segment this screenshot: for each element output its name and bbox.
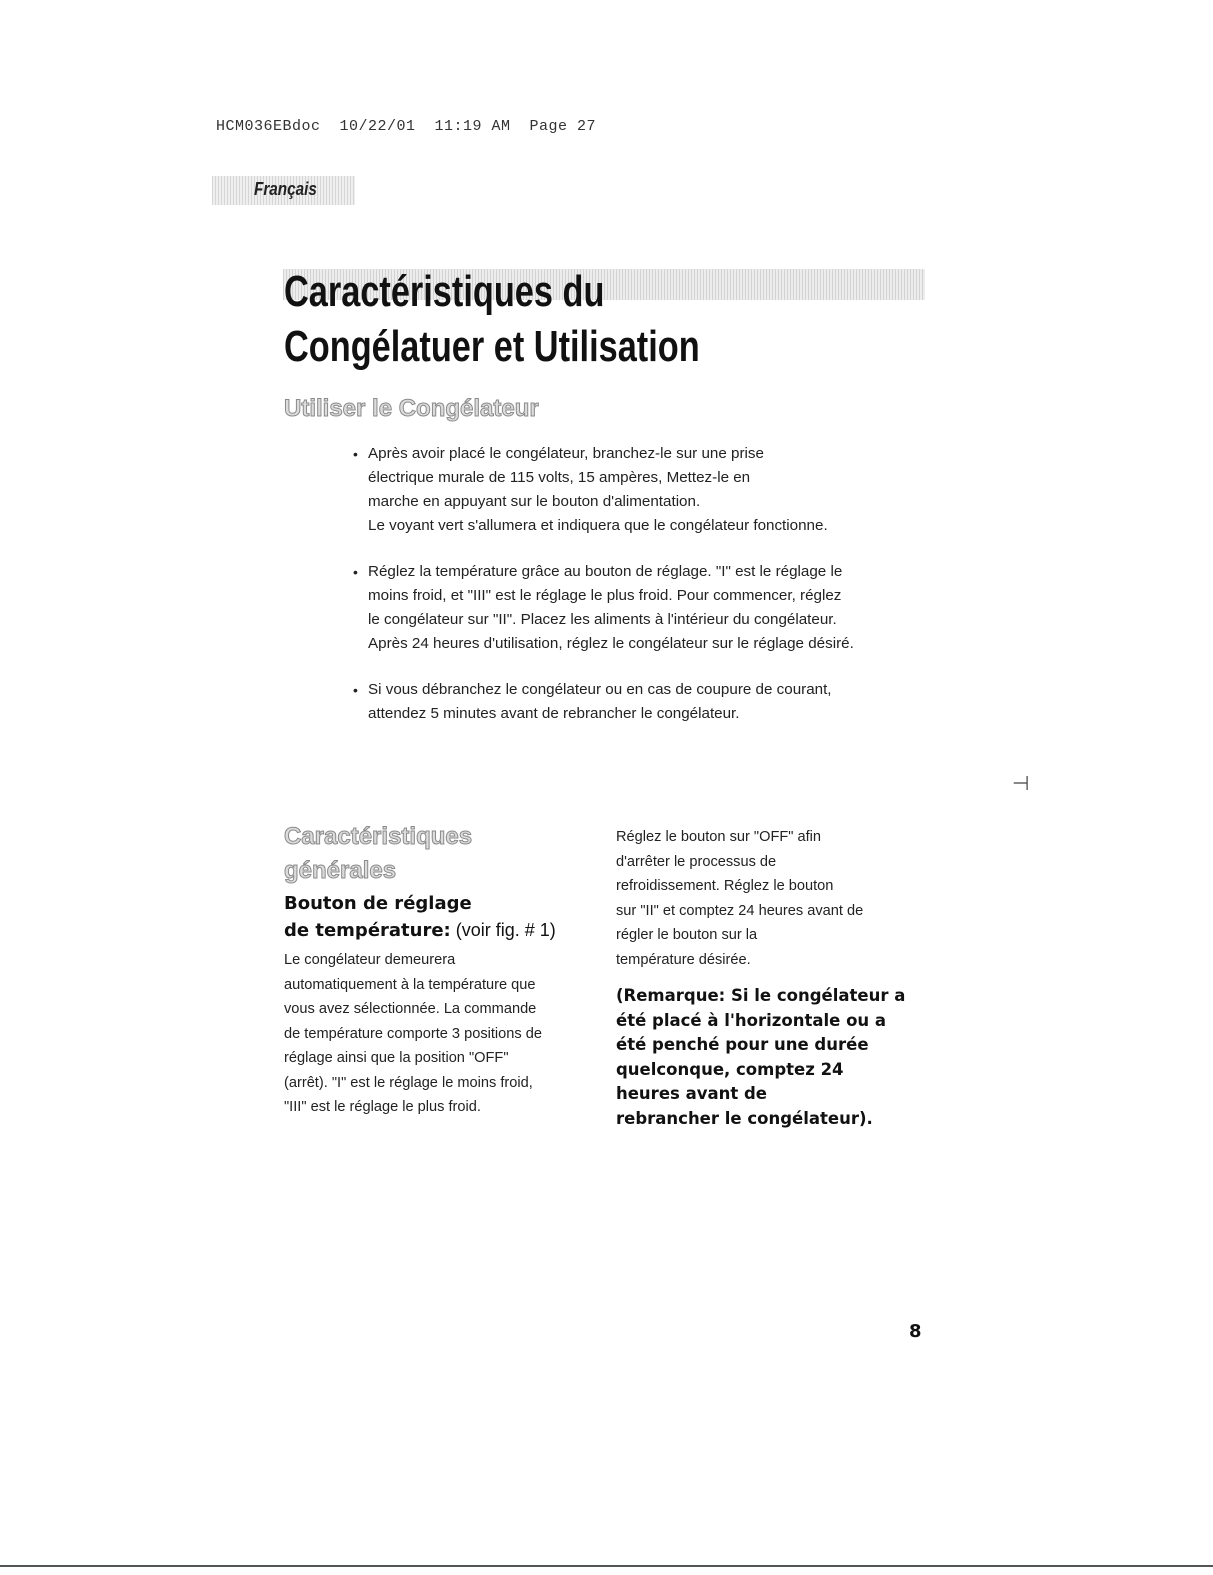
remark-note: (Remarque: Si le congélateur a été placé à l'horizontale ou a été penché pour une durée quelconque, comptez 24 heures avant de rebrancher le congélateur). [616,986,906,1128]
list-item: • Si vous débranchez le congélateur ou en cas de coupure de courant, attendez 5 minutes avant de rebrancher le congélateur. [353,678,943,726]
page-title [284,264,700,374]
page-title-line1: Caractéristiques du [284,267,605,316]
subheading-temperature-knob-line1: Bouton de réglage [284,893,472,914]
figure-reference: (voir fig. # 1) [450,920,556,940]
subheading-temperature-knob-text: de température: [284,920,451,941]
subheading-temperature-knob-line2 [284,917,604,944]
section-heading-features-line2: générales [284,857,397,884]
instructions-list [353,442,943,748]
temperature-control-description: Le congélateur demeurera automatiquement à la température que vous avez sélectionnée. La commande de température comporte 3 positions de réglage ainsi que la position "OFF" (arrêt). "I" est le réglage le moins froid, "III" est le réglage le plus froid. [284,952,542,1115]
page-title-line2: Congélatuer et Utilisation [284,322,700,371]
language-tab [212,176,355,205]
page-number: 8 [909,1321,922,1342]
crop-mark: ⊣ [1012,771,1030,795]
language-tab-label: Français [254,179,317,199]
section-heading-features-line1: Caractéristiques [284,823,473,850]
off-setting-description: Réglez le bouton sur "OFF" afin d'arrêter le processus de refroidissement. Réglez le bouton sur "II" et comptez 24 heures avant de régler le bouton sur la température désirée. [616,829,864,968]
print-header: HCM036EBdoc 10/22/01 11:19 AM Page 27 [216,118,597,135]
list-item: • Après avoir placé le congélateur, branchez-le sur une prise électrique murale de 115 volts, 15 ampères, Mettez-le en marche en appuyant sur le bouton d'alimentation. Le voyant vert s'allumera et indiquera que le congélateur fonctionne. [353,442,943,538]
bottom-rule [0,1565,1213,1567]
features-left-column [284,822,604,1120]
list-item: • Réglez la température grâce au bouton de réglage. "I" est le réglage le moins froid, et "III" est le réglage le plus froid. Pour commencer, réglez le congélateur sur "II". Placez les aliments à l'intérieur du congélateur. Après 24 heures d'utilisation, réglez le congélateur sur le réglage désiré. [353,560,943,656]
features-right-column [616,825,946,1131]
section-heading-using: Utiliser le Congélateur [284,395,539,422]
